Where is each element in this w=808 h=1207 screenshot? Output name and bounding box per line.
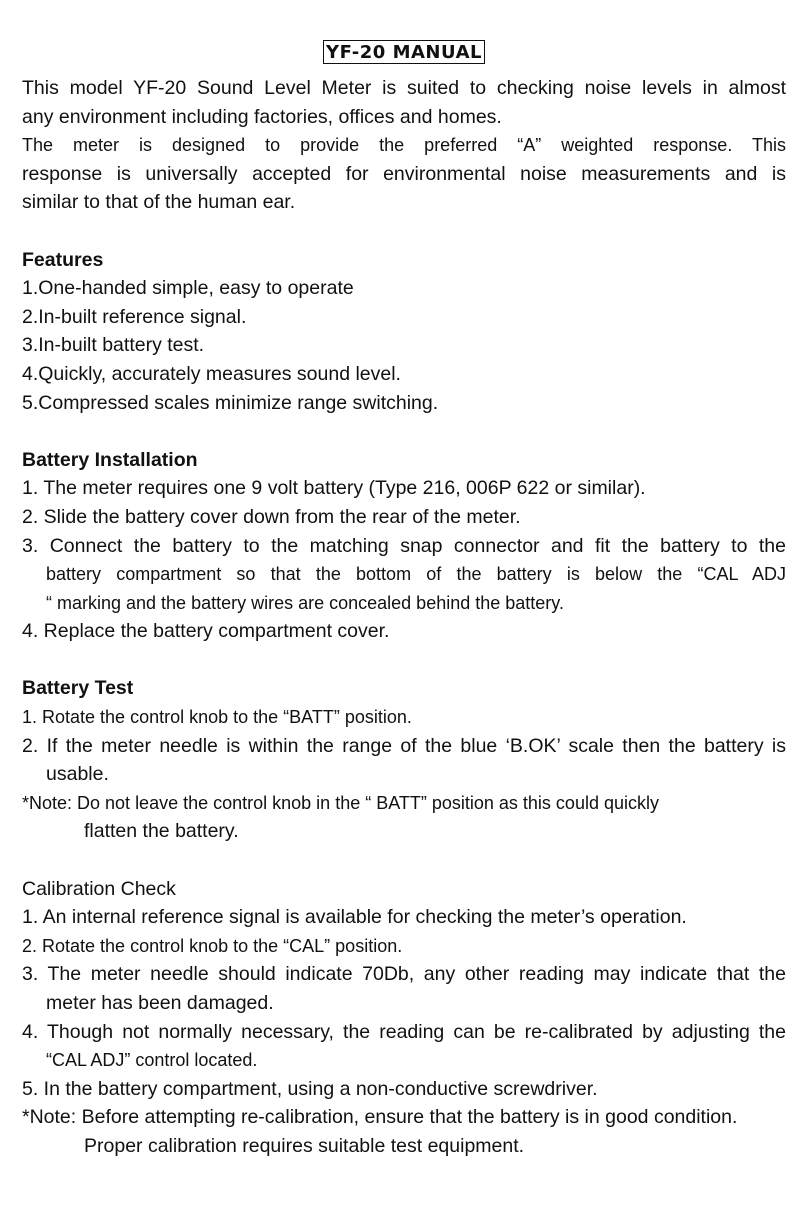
battery-test-note: *Note: Do not leave the control knob in the “ BATT” position as this could quickly <box>22 792 659 813</box>
calibration-step-continued: meter has been damaged. <box>46 992 274 1014</box>
intro-section <box>22 74 786 217</box>
battery-installation-heading: Battery Installation <box>22 448 198 471</box>
intro-line: similar to that of the human ear. <box>22 191 296 214</box>
installation-step-continued: “ marking and the battery wires are concealed behind the battery. <box>46 592 564 613</box>
calibration-step: 3. The meter needle should indicate 70Db, any other reading may indicate that the <box>22 963 786 986</box>
calibration-step: 2. Rotate the control knob to the “CAL” position. <box>22 935 403 956</box>
features-heading: Features <box>22 248 104 271</box>
battery-test-heading: Battery Test <box>22 677 134 700</box>
calibration-step: 1. An internal reference signal is available for checking the meter’s operation. <box>22 906 687 929</box>
battery-test-note-continued: flatten the battery. <box>84 820 239 843</box>
feature-item: 1.One-handed simple, easy to operate <box>22 277 354 300</box>
calibration-note: *Note: Before attempting re-calibration, ensure that the battery is in good condition. <box>22 1106 738 1129</box>
feature-item: 4.Quickly, accurately measures sound level. <box>22 362 401 385</box>
feature-item: 5.Compressed scales minimize range switching. <box>22 391 439 414</box>
feature-item: 3.In-built battery test. <box>22 334 205 357</box>
installation-step: 4. Replace the battery compartment cover. <box>22 620 390 643</box>
battery-installation-section <box>22 446 786 646</box>
installation-step: 3. Connect the battery to the matching snap connector and fit the battery to the <box>22 534 786 557</box>
installation-step: 2. Slide the battery cover down from the rear of the meter. <box>22 505 521 528</box>
calibration-check-section <box>22 875 786 1161</box>
features-section <box>22 246 786 418</box>
installation-step-continued: battery compartment so that the bottom of the battery is below the “CAL ADJ <box>46 564 786 585</box>
intro-line: response is universally accepted for environmental noise measurements and is <box>22 162 786 185</box>
intro-line: The meter is designed to provide the preferred “A” weighted response. This <box>22 135 786 156</box>
battery-test-step: 1. Rotate the control knob to the “BATT” position. <box>22 707 412 728</box>
battery-test-section <box>22 674 786 846</box>
calibration-step: 4. Though not normally necessary, the reading can be re-calibrated by adjusting the <box>22 1020 786 1043</box>
battery-test-step: 2. If the meter needle is within the range of the blue ‘B.OK’ scale then the battery is <box>22 734 786 757</box>
calibration-note-continued: Proper calibration requires suitable test equipment. <box>84 1134 525 1157</box>
calibration-step-continued: “CAL ADJ” control located. <box>46 1050 258 1071</box>
battery-test-step-continued: usable. <box>46 763 109 786</box>
installation-step: 1. The meter requires one 9 volt battery (Type 216, 006P 622 or similar). <box>22 477 646 500</box>
manual-page <box>22 40 786 1161</box>
title-block <box>22 40 786 74</box>
feature-item: 2.In-built reference signal. <box>22 305 247 328</box>
intro-line: This model YF-20 Sound Level Meter is suited to checking noise levels in almost <box>22 77 786 99</box>
calibration-step: 5. In the battery compartment, using a non-conductive screwdriver. <box>22 1077 598 1100</box>
calibration-check-heading: Calibration Check <box>22 877 176 900</box>
page-title: YF-20 MANUAL <box>323 40 485 64</box>
intro-line: any environment including factories, offices and homes. <box>22 105 502 128</box>
